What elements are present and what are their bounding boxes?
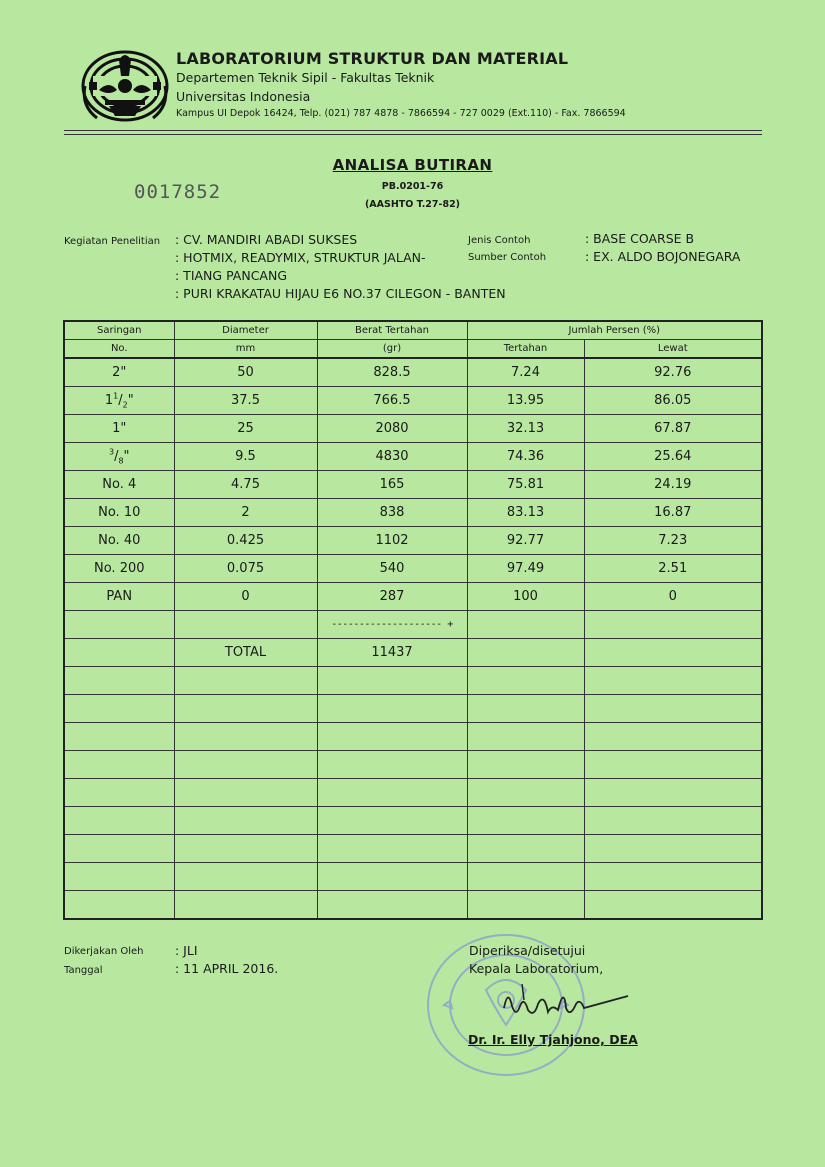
- signature-icon: [494, 978, 634, 1028]
- kegiatan-line-3: : TIANG PANCANG: [175, 268, 288, 283]
- empty-cell: [174, 695, 317, 723]
- cell-lewat: 0: [584, 583, 762, 611]
- col-subheader-saringan: No.: [64, 340, 174, 359]
- sum-separator: -------------------- +: [317, 611, 467, 639]
- serial-number: 0017852: [134, 181, 222, 203]
- cell-diameter: 9.5: [174, 443, 317, 471]
- cell-diameter: 50: [174, 358, 317, 387]
- blank-row: [64, 723, 762, 751]
- blank-row: [64, 695, 762, 723]
- kegiatan-line-1: : CV. MANDIRI ABADI SUKSES: [175, 232, 358, 247]
- empty-cell: [317, 835, 467, 863]
- empty-cell: [174, 751, 317, 779]
- empty-cell: [64, 835, 174, 863]
- empty-cell: [174, 611, 317, 639]
- empty-cell: [467, 695, 584, 723]
- table-row: [64, 387, 762, 415]
- empty-cell: [584, 891, 762, 920]
- empty-cell: [174, 779, 317, 807]
- empty-cell: [467, 891, 584, 920]
- fraction-label: $^3/_8$": [108, 447, 130, 466]
- empty-cell: [64, 611, 174, 639]
- cell-diameter: 4.75: [174, 471, 317, 499]
- empty-cell: [317, 863, 467, 891]
- empty-cell: [174, 807, 317, 835]
- signatory-name: Dr. Ir. Elly Tjahjono, DEA: [468, 1032, 638, 1047]
- cell-tertahan: 92.77: [467, 527, 584, 555]
- empty-cell: [317, 891, 467, 920]
- table-subheader-row: [64, 340, 762, 359]
- empty-cell: [174, 723, 317, 751]
- col-header-diameter: Diameter: [174, 321, 317, 340]
- empty-cell: [584, 751, 762, 779]
- total-row: [64, 639, 762, 667]
- tanggal-label: Tanggal: [64, 965, 103, 976]
- cell-diameter: 37.5: [174, 387, 317, 415]
- empty-cell: [467, 863, 584, 891]
- cell-berat: 4830: [317, 443, 467, 471]
- cell-berat: 2080: [317, 415, 467, 443]
- empty-cell: [584, 611, 762, 639]
- empty-cell: [174, 891, 317, 920]
- empty-cell: [317, 751, 467, 779]
- empty-cell: [584, 695, 762, 723]
- cell-diameter: 0.075: [174, 555, 317, 583]
- department: Departemen Teknik Sipil - Fakultas Teknik: [176, 70, 435, 85]
- fraction-label: $1^1/_2$": [104, 391, 134, 410]
- cell-lewat: 24.19: [584, 471, 762, 499]
- kegiatan-line-4: : PURI KRAKATAU HIJAU E6 NO.37 CILEGON - BANTEN: [175, 286, 506, 301]
- col-subheader-berat: (gr): [317, 340, 467, 359]
- cell-tertahan: 7.24: [467, 358, 584, 387]
- cell-diameter: 25: [174, 415, 317, 443]
- empty-cell: [317, 779, 467, 807]
- cell-saringan: [64, 387, 174, 415]
- header-rule: [64, 130, 762, 131]
- table-row: [64, 583, 762, 611]
- empty-cell: [584, 807, 762, 835]
- address: Kampus UI Depok 16424, Telp. (021) 787 4878 - 7866594 - 727 0029 (Ext.110) - Fax. 7866594: [176, 108, 626, 119]
- cell-tertahan: 74.36: [467, 443, 584, 471]
- empty-cell: [467, 751, 584, 779]
- dikerjakan-label: Dikerjakan Oleh: [64, 946, 144, 957]
- cell-berat: 766.5: [317, 387, 467, 415]
- empty-cell: [584, 863, 762, 891]
- empty-cell: [467, 779, 584, 807]
- blank-row: [64, 891, 762, 920]
- cell-saringan: [64, 443, 174, 471]
- cell-lewat: 67.87: [584, 415, 762, 443]
- empty-cell: [64, 863, 174, 891]
- empty-cell: [64, 639, 174, 667]
- cell-berat: 165: [317, 471, 467, 499]
- empty-cell: [467, 835, 584, 863]
- document-code: PB.0201-76: [381, 181, 444, 192]
- cell-tertahan: 97.49: [467, 555, 584, 583]
- empty-cell: [467, 807, 584, 835]
- table-row: [64, 499, 762, 527]
- empty-cell: [467, 611, 584, 639]
- cell-diameter: 0.425: [174, 527, 317, 555]
- cell-berat: 838: [317, 499, 467, 527]
- empty-cell: [174, 835, 317, 863]
- col-header-saringan: Saringan: [64, 321, 174, 340]
- lab-name: LABORATORIUM STRUKTUR DAN MATERIAL: [176, 49, 569, 68]
- sieve-analysis-table: [63, 320, 763, 920]
- empty-cell: [317, 667, 467, 695]
- table-row: [64, 527, 762, 555]
- sumber-contoh-value: : EX. ALDO BOJONEGARA: [585, 249, 741, 264]
- empty-cell: [317, 723, 467, 751]
- empty-cell: [64, 891, 174, 920]
- cell-tertahan: 75.81: [467, 471, 584, 499]
- dikerjakan-value: : JLI: [175, 943, 198, 958]
- col-header-jumlah: Jumlah Persen (%): [467, 321, 762, 340]
- document-title: ANALISA BUTIRAN: [332, 156, 493, 174]
- table-row: [64, 471, 762, 499]
- table-row: [64, 415, 762, 443]
- cell-saringan: 1": [64, 415, 174, 443]
- sumber-contoh-label: Sumber Contoh: [468, 252, 547, 263]
- cell-tertahan: 83.13: [467, 499, 584, 527]
- empty-cell: [317, 807, 467, 835]
- empty-cell: [584, 835, 762, 863]
- cell-lewat: 25.64: [584, 443, 762, 471]
- table-row: [64, 555, 762, 583]
- cell-saringan: No. 4: [64, 471, 174, 499]
- empty-cell: [584, 667, 762, 695]
- cell-lewat: 86.05: [584, 387, 762, 415]
- cell-tertahan: 13.95: [467, 387, 584, 415]
- cell-lewat: 16.87: [584, 499, 762, 527]
- cell-berat: 828.5: [317, 358, 467, 387]
- empty-cell: [317, 695, 467, 723]
- cell-lewat: 7.23: [584, 527, 762, 555]
- cell-lewat: 2.51: [584, 555, 762, 583]
- table-row: [64, 358, 762, 387]
- header-rule-thin: [64, 134, 762, 135]
- empty-cell: [64, 695, 174, 723]
- university: Universitas Indonesia: [176, 89, 311, 104]
- cell-diameter: 0: [174, 583, 317, 611]
- total-value: 11437: [317, 639, 467, 667]
- empty-cell: [64, 779, 174, 807]
- cell-saringan: No. 10: [64, 499, 174, 527]
- kegiatan-label: Kegiatan Penelitian: [64, 236, 161, 247]
- blank-row: [64, 807, 762, 835]
- jenis-contoh-value: : BASE COARSE B: [585, 231, 695, 246]
- empty-cell: [467, 667, 584, 695]
- col-header-berat: Berat Tertahan: [317, 321, 467, 340]
- empty-cell: [584, 639, 762, 667]
- cell-berat: 287: [317, 583, 467, 611]
- separator-row: [64, 611, 762, 639]
- total-label: TOTAL: [174, 639, 317, 667]
- empty-cell: [64, 807, 174, 835]
- empty-cell: [584, 723, 762, 751]
- cell-tertahan: 32.13: [467, 415, 584, 443]
- empty-cell: [467, 639, 584, 667]
- tanggal-value: : 11 APRIL 2016.: [175, 961, 279, 976]
- kepala-lab-text: Kepala Laboratorium,: [469, 961, 604, 976]
- col-subheader-diameter: mm: [174, 340, 317, 359]
- empty-cell: [584, 779, 762, 807]
- cell-saringan: 2": [64, 358, 174, 387]
- cell-berat: 540: [317, 555, 467, 583]
- blank-row: [64, 667, 762, 695]
- university-logo-icon: [79, 46, 171, 128]
- document-standard: (AASHTO T.27-82): [364, 199, 461, 210]
- blank-row: [64, 779, 762, 807]
- cell-diameter: 2: [174, 499, 317, 527]
- blank-row: [64, 835, 762, 863]
- empty-cell: [64, 723, 174, 751]
- cell-tertahan: 100: [467, 583, 584, 611]
- cell-lewat: 92.76: [584, 358, 762, 387]
- cell-saringan: No. 40: [64, 527, 174, 555]
- blank-row: [64, 751, 762, 779]
- kegiatan-line-2: : HOTMIX, READYMIX, STRUKTUR JALAN-: [175, 250, 426, 265]
- col-header-lewat: Lewat: [584, 340, 762, 359]
- cell-berat: 1102: [317, 527, 467, 555]
- diperiksa-text: Diperiksa/disetujui: [469, 943, 586, 958]
- empty-cell: [467, 723, 584, 751]
- col-header-tertahan: Tertahan: [467, 340, 584, 359]
- empty-cell: [64, 751, 174, 779]
- jenis-contoh-label: Jenis Contoh: [468, 235, 531, 246]
- empty-cell: [64, 667, 174, 695]
- cell-saringan: No. 200: [64, 555, 174, 583]
- empty-cell: [174, 863, 317, 891]
- table-header-row: [64, 321, 762, 340]
- cell-saringan: PAN: [64, 583, 174, 611]
- table-row: [64, 443, 762, 471]
- blank-row: [64, 863, 762, 891]
- empty-cell: [174, 667, 317, 695]
